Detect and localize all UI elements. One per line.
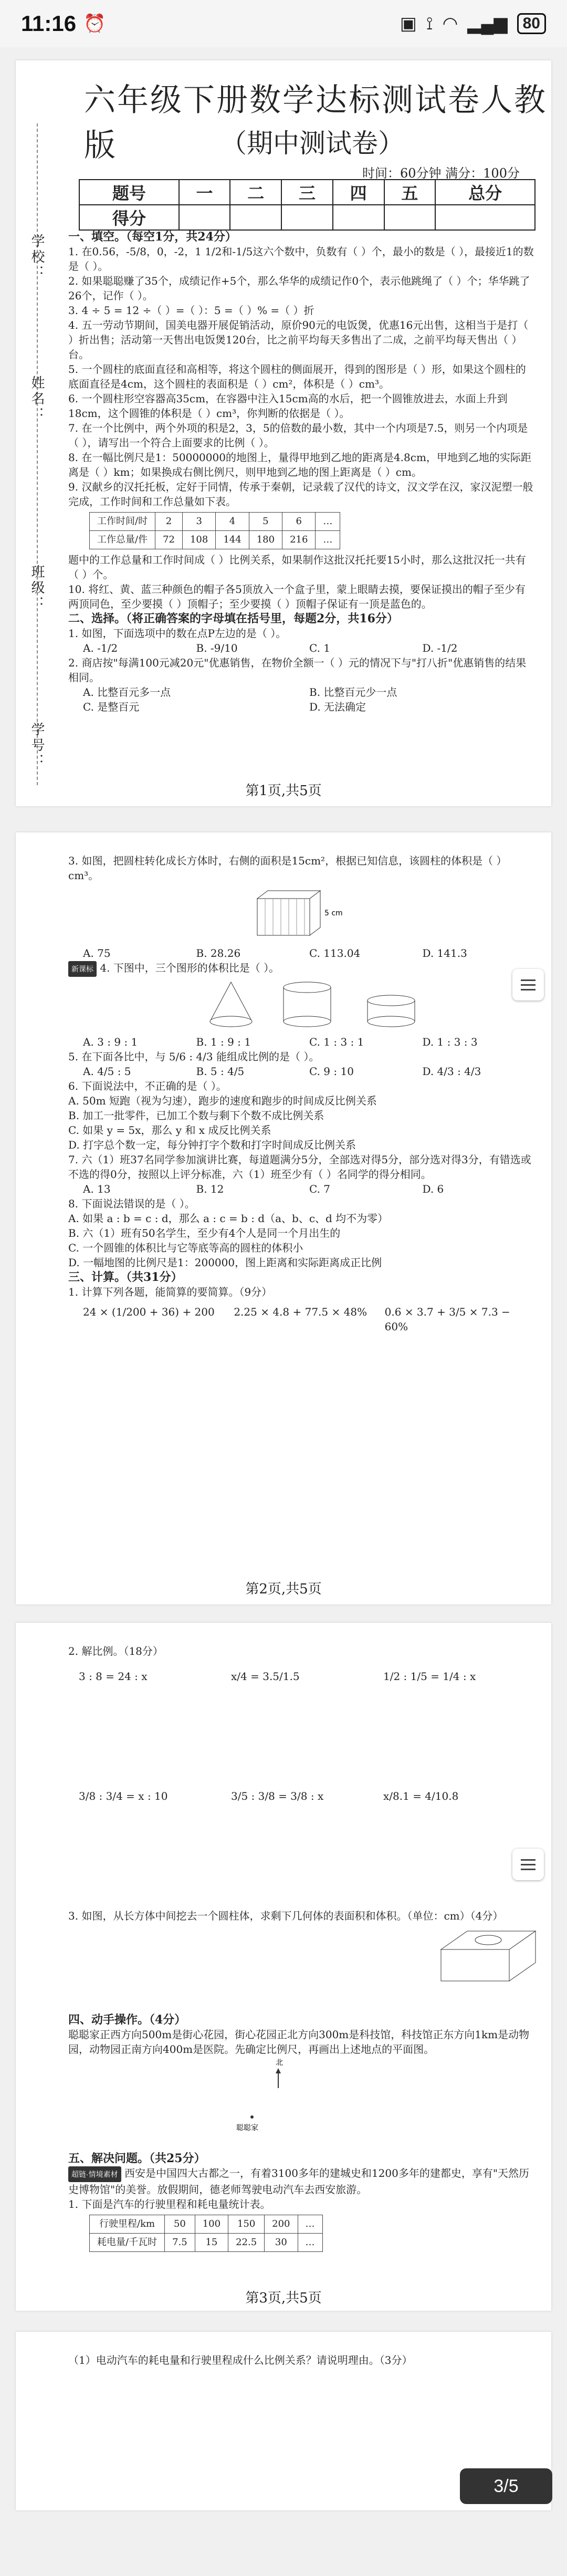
cone-shape	[210, 982, 252, 1027]
page3-content	[68, 1644, 536, 2255]
question: 3. 4 ÷ 5 = 12 ÷（ ）=（ ）：5 =（ ）% =（ ）折	[68, 304, 314, 317]
section-heading: 二、选择。（将正确答案的字母填在括号里，每题2分，共16分）	[68, 612, 398, 625]
question: 1. 计算下列各题，能简算的要简算。（9分）	[68, 1286, 272, 1298]
options: A. 4/5 : 5 B. 5 : 4/5 C. 9 : 10 D. 4/3 : 4/3	[83, 1065, 481, 1078]
page-footer: 第1页,共5页	[245, 783, 322, 799]
question: 1. 在0.56，-5/8，0，-2，1 1/2和-1/5这六个数中，负数有（ ）个，最小的数是（ ），最接近1的数是（ ）。	[68, 245, 534, 273]
hollow-box-figure	[430, 1923, 546, 1991]
question: 新课标 4. 下图中，三个图形的体积比是（ ）。	[68, 961, 536, 977]
binding-line	[37, 123, 38, 785]
side-label-school: 学校：	[29, 234, 45, 281]
question: 7. 六（1）班37名同学参加演讲比赛，每道题满分5分，全部选对得5分，部分选对得3分，有错选或不选的得0分，按照以上评分标准，六（1）班至少有（ ）名同学的得分相同。	[68, 1153, 531, 1181]
question: 2. 如果聪聪赚了35个，成绩记作+5个，那么华华的成绩记作0个，表示他跳绳了（ ）个；华华跳了26个，记作（ ）。	[68, 275, 530, 302]
question: 1. 如图，下面选项中的数在点P左边的是（ ）。	[68, 627, 287, 640]
score-header-cell: 一	[179, 180, 230, 205]
floating-menu-button[interactable]	[512, 969, 544, 1000]
score-header-cell: 四	[333, 180, 384, 205]
section-heading: 五、解决问题。（共25分）	[68, 2152, 206, 2165]
question: 9. 汉献乡的汉托托板，定好于同情，传承于秦朝，记录载了汉代的诗文，汉文学在汉，家汉泥塑一般完成，工作时间和工作总量如下表。	[68, 481, 533, 508]
question: 8. 在一幅比例尺是1：50000000的地图上，量得甲地到乙地的距离是4.8cm，甲地到乙地的实际距离是（ ）km；如果换成右侧比例尺，则甲地到乙地的图上距离是（ ）cm。	[68, 451, 531, 478]
options: A. 75 B. 28.26 C. 113.04 D. 141.3	[83, 947, 467, 960]
signal-icon: ▂▄▆	[467, 14, 508, 34]
status-bar	[0, 0, 567, 47]
page1-content	[68, 230, 536, 714]
cylinder-to-box-figure	[236, 883, 394, 946]
question: 聪聪家正西方向500m是街心花园，街心花园正北方向300m是科技馆，科技馆正东方向1km是动物园，动物园正南方向400m是医院。先确定比例尺，再画出上述地点的平面图。	[68, 2028, 530, 2056]
home-label: 聪聪家	[236, 2124, 258, 2132]
side-label-name: 姓名：	[29, 376, 45, 423]
question: 5. 一个圆柱的底面直径和高相等，将这个圆柱的侧面展开，得到的图形是（ ）形，如果这个圆柱的底面直径是4cm，这个圆柱的表面积是（ ）cm²，体积是（ ）cm³。	[68, 363, 526, 390]
question: 8. 下面说法错误的是（ ）。	[68, 1197, 195, 1210]
section-heading: 四、动手操作。（4分）	[68, 2013, 186, 2027]
question: 2. 解比例。（18分）	[68, 1645, 163, 1657]
options: C. 是整百元 D. 无法确定	[83, 701, 366, 713]
page-subtitle: （期中测试卷）	[220, 128, 404, 159]
mileage-table: 行驶里程/km 50 100 150 200 … 耗电量/千瓦时 7.5 15 22.5 30 …	[89, 2215, 323, 2252]
exam-meta: 时间：60分钟 满分：100分	[362, 166, 520, 181]
cylinder-shape	[284, 982, 331, 1027]
question: 超链·情境素材 西安是中国四大古都之一，有着3100多年的建城史和1200多年的建都史，享有"天然历史博物馆"的美誉。放假期间，德老师驾驶电动汽车去西安旅游。	[68, 2167, 530, 2196]
question: 题中的工作总量和工作时间成（ ）比例关系，如果制作这批汉托托要15小时，那么这批汉托一共有（ ）个。	[68, 554, 526, 581]
home-point	[250, 2115, 254, 2119]
question: （1）电动汽车的耗电量和行驶里程成什么比例关系？请说明理由。（3分）	[68, 2354, 413, 2366]
side-label-class: 班级：	[29, 565, 45, 612]
stacked-box-figure	[257, 891, 320, 935]
question: 2. 商店按"每满100元减20元"优惠销售，在物价全额一（ ）元的情况下与"打八折"优惠销售的结果相同。	[68, 656, 527, 684]
side-label-id: 学号：	[29, 722, 45, 769]
question: 3. 如图，把圆柱转化成长方体时，右侧的面积是15cm²，根据已知信息，该圆柱的体积是（ ）cm³。	[68, 854, 507, 882]
section-heading: 一、填空。（每空1分，共24分）	[68, 230, 237, 244]
options: A. 比整百元多一点 B. 比整百元少一点	[83, 686, 397, 698]
north-label: 北	[276, 2059, 283, 2067]
question: 10. 将红、黄、蓝三种颜色的帽子各5顶放入一个盒子里，蒙上眼睛去摸，要保证摸出的帽子至少有两顶同色，至少要摸（ ）顶帽子；至少要摸（ ）顶帽子保证有一顶是蓝色的。	[68, 583, 526, 610]
document-page-2	[16, 832, 551, 1604]
north-arrow-head	[276, 2068, 281, 2073]
score-row-label: 得分	[79, 205, 179, 230]
question: 4. 五一劳动节期间，国美电器开展促销活动，原价90元的电饭煲，优惠16元出售，这相当于是打（ ）折出售；活动第一天售出电饭煲120台，比之前平均每天多售出了二成，之前平均每天售出（ ）台。	[68, 319, 529, 361]
score-header-cell: 总分	[435, 180, 535, 205]
score-header-cell: 三	[281, 180, 333, 205]
calc-row: 24 × (1/200 + 36) + 200 2.25 × 4.8 + 77.5 × 48% 0.6 × 3.7 + 3/5 × 7.3 − 60%	[83, 1306, 510, 1333]
score-table	[79, 179, 536, 231]
map-sketch	[173, 2057, 383, 2135]
tag-badge: 新课标	[68, 961, 97, 977]
figure-label: 5 cm	[324, 909, 343, 917]
question: 6. 一个圆柱形空容器高35cm，在容器中注入15cm高的水后，把一个圆锥放进去，水面上升到18cm，这个圆锥的体积是（ ）cm³，你判断的依据是（ ）。	[68, 392, 508, 420]
question: 5. 在下面各比中，与 5/6 : 4/3 能组成比例的是（ ）。	[68, 1050, 320, 1063]
battery-icon: 80	[517, 13, 546, 34]
question: 7. 在一个比例中，两个外项的积是2，3，5的倍数的最小数，其中一个内项是7.5，则另一个内项是（ ），请写出一个符合上面要求的比例（ ）。	[68, 422, 528, 449]
page2-content: 3. 如图，把圆柱转化成长方体时，右侧的面积是15cm²，根据已知信息，该圆柱的体积是（ ）cm³。 5 cm A. 75 B. 28.26 C. 113.04 D. 141.3 新课标 4. 下图中，三个图形的体积比是（ ）。 A. 3 : 9 : 1 B. 1 : 9 : 1 C. 1 : 3 : 1 D. 1 : 3 : 3 5. 在下面各比中，与 5/6 : 4/3 能组成比例的是（ ）。 A. 4/5 : 5 B. 5 : 4/5 C. 9 : 10 D. 4/3 : 4/3 6. 下面说法中，不正确的是（ ）。 A. 50m 短跑（视为匀速），跑步的速度和跑步的时间成反比例关系 B. 加工一批零件，已加工个数与剩下个数不成比例关系 C. 如果 y = 5x，那么 y 和 x 成反比例关系 D. 打字总个数一定，每分钟打字个数和打字时间成反比例关系 7. 六（1）班37名同学参加演讲比赛，每道题满分5分，全部选对得5分，部分选对得3分，有错选或不选的得0分，按照以上评分标准，六（1）班至少有（ ）名同学的得分相同。 A. 13 B. 12 C. 7 D. 6 8. 下面说法错误的是（ ）。 A. 如果 a : b = c : d，那么 a : c = b : d（a、b、c、d 均不为零） B. 六（1）班有50名学生，至少有4个人是同一个月出生的 C. 一个圆锥的体积比与它等底等高的圆柱的体积小 D. 一幅地图的比例尺是1：200000，图上距离和实际距离成正比例 三、计算。（共31分） 1. 计算下列各题，能简算的要简算。（9分） 24 × (1/200 + 36) + 200 2.25 × 4.8 + 77.5 × 48% 0.6 × 3.7 + 3/5 × 7.3 − 60%	[68, 853, 536, 1334]
page4-content	[68, 2353, 536, 2368]
options: A. 3 : 9 : 1 B. 1 : 9 : 1 C. 1 : 3 : 1 D. 1 : 3 : 3	[83, 1036, 478, 1048]
score-header-cell: 五	[384, 180, 436, 205]
ratio-row: 3/8 : 3/4 = x : 10 3/5 : 3/8 = 3/8 : x x/8.1 = 4/10.8	[79, 1790, 459, 1802]
notification-icon: ⏰	[83, 14, 106, 34]
document-page-3	[16, 1623, 551, 2311]
tag-badge: 超链·情境素材	[68, 2166, 121, 2182]
options: A. 13 B. 12 C. 7 D. 6	[83, 1183, 444, 1195]
page-footer: 第3页,共5页	[245, 2290, 322, 2306]
vibrate-icon: ⟟	[426, 13, 433, 34]
clock: 11:16	[21, 11, 77, 36]
question: 1. 下面是汽车的行驶里程和耗电量统计表。	[68, 2198, 271, 2210]
question: 6. 下面说法中，不正确的是（ ）。	[68, 1080, 227, 1092]
ratio-row: 3 : 8 = 24 : x x/4 = 3.5/1.5 1/2 : 1/5 = 1/4 : x	[79, 1670, 476, 1683]
section-heading: 三、计算。（共31分）	[68, 1270, 183, 1284]
nfc-icon: ▣	[400, 14, 417, 34]
page-title: 六年级下册数学达标测试卷人教版	[84, 82, 547, 164]
document-page-1	[16, 60, 551, 806]
floating-menu-button[interactable]	[512, 1849, 544, 1880]
work-table: 工作时间/时 2 3 4 5 6 … 工作总量/件 72 108 144 180 216 …	[89, 512, 340, 549]
score-header-cell: 题号	[79, 180, 179, 205]
page-indicator[interactable]: 3/5	[460, 2468, 552, 2504]
three-solids-figure	[194, 977, 467, 1035]
wifi-icon: ◠	[442, 14, 458, 34]
small-cylinder-shape	[368, 995, 415, 1027]
question: 3. 如图，从长方体中间挖去一个圆柱体，求剩下几何体的表面积和体积。（单位：cm）（4分）	[68, 1910, 503, 1922]
page-footer: 第2页,共5页	[245, 1581, 322, 1597]
score-header-cell: 二	[230, 180, 281, 205]
options: A. -1/2 B. -9/10 C. 1 D. -1/2	[83, 642, 458, 654]
